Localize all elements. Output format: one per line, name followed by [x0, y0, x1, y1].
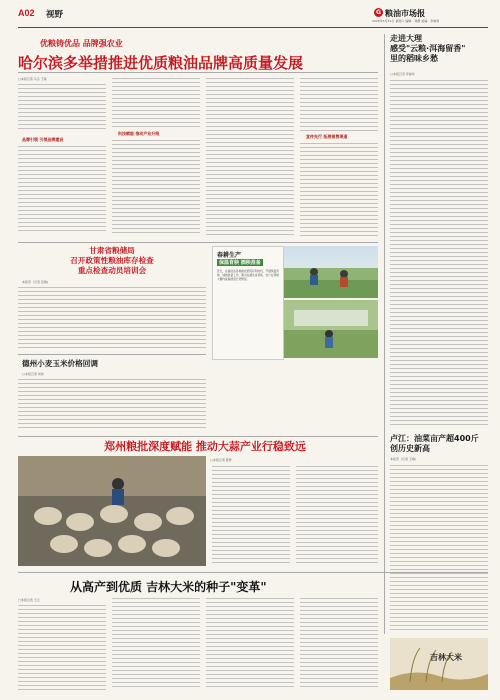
- brand-logo-icon: G: [374, 8, 383, 17]
- side-story-2-text: [18, 379, 206, 431]
- right-story-2-byline: 本报讯（记者 王峰): [390, 457, 417, 461]
- spring-plowing-title: 春耕生产: [217, 252, 242, 259]
- main-story-col-2-text: [112, 78, 200, 128]
- side-story-1-byline: 本报讯（记者 张敏): [22, 280, 49, 284]
- side-story-2-headline: 德州小麦玉米价格回调: [22, 359, 98, 368]
- side-story-1-headline: 甘肃省粮储局 召开政策性粮油库存检查 重点检查动员培训会: [70, 246, 154, 275]
- page-number: A02: [18, 8, 35, 18]
- spring-plowing-photo-2: [284, 300, 378, 358]
- main-story-rule: [18, 72, 378, 73]
- right-story-1-byline: □本报记者 李丽华: [390, 72, 415, 76]
- right-story-2-text: [390, 465, 488, 630]
- main-story-subhead-3: 宣传先行 拓展销售渠道: [306, 134, 348, 139]
- main-story-col-1-text-2: [18, 146, 106, 234]
- main-story-col-4-text-2: [300, 143, 378, 236]
- masthead: [18, 8, 488, 26]
- main-story-col-1-text: [18, 84, 106, 132]
- zhengzhou-headline: 郑州粮批深度赋能 推动大蒜产业行稳致远: [104, 440, 306, 453]
- jilin-text-col-2: [112, 598, 200, 690]
- main-story-col-3-text: [206, 78, 294, 236]
- spring-plowing-box: [212, 246, 284, 360]
- right-story-1-headline: 走进大理 感受"云粮·洱海留香" 里的稻味乡愁: [390, 34, 466, 63]
- main-story-kicker: 优粮铸优品 品牌强农业: [40, 39, 123, 48]
- side-story-1-rule: [18, 242, 378, 243]
- right-column-divider: [384, 34, 385, 634]
- jilin-rule: [18, 572, 488, 573]
- jilin-photo: [390, 638, 488, 690]
- date-line: 2025年5月31日 星期六 编辑：刘珊 美编：李晓雪: [372, 19, 440, 23]
- right-story-2-headline: 卢江：油菜亩产超400斤 创历史新高: [390, 434, 479, 453]
- jilin-headline: 从高产到优质 吉林大米的种子"变革": [70, 580, 267, 594]
- masthead-rule: [18, 27, 488, 28]
- side-story-2-rule: [18, 354, 206, 355]
- main-story-col-4-text: [300, 78, 378, 132]
- main-story-col-2-text-2: [112, 140, 200, 236]
- zhengzhou-photo: [18, 456, 206, 566]
- right-story-1-text: [390, 80, 488, 425]
- main-story-subhead-2: 科技赋能 推动产业升级: [118, 131, 160, 136]
- side-story-1-text: [18, 287, 206, 349]
- jilin-byline: □本报记者 王云: [18, 598, 40, 602]
- jilin-text-col-3: [206, 598, 294, 690]
- brand-name: 粮油市场报: [385, 9, 425, 18]
- jilin-logo-text: 吉林大米: [430, 652, 462, 662]
- main-story-headline: 哈尔滨多举措推进优质粮油品牌高质量发展: [18, 54, 304, 72]
- spring-plowing-tag: 保温育秧 插秧准备: [219, 260, 261, 266]
- section-name: 视野: [46, 10, 64, 20]
- main-story-subhead-1: 品牌引领 引领品牌建设: [22, 137, 64, 142]
- main-story-byline: □本报记者 马冬 于森: [18, 77, 47, 81]
- zhengzhou-text-col-1: [212, 466, 290, 566]
- side-story-2-byline: □本报记者 刘伟: [22, 372, 44, 376]
- jilin-text-col-1: [18, 605, 106, 690]
- zhengzhou-rule: [18, 436, 378, 437]
- spring-plowing-caption: 近日，在湖北省各地稻农抢抓有利时机，开展保温育秧，插秧准备工作。图为在湖北省某地，农户在育秧大棚内查看秧苗长势情况。: [217, 269, 279, 282]
- zhengzhou-text-col-2: [296, 466, 378, 566]
- zhengzhou-byline: □本报记者 陈梦: [210, 458, 232, 462]
- jilin-text-col-4: [300, 598, 378, 690]
- spring-plowing-photo-1: [284, 246, 378, 298]
